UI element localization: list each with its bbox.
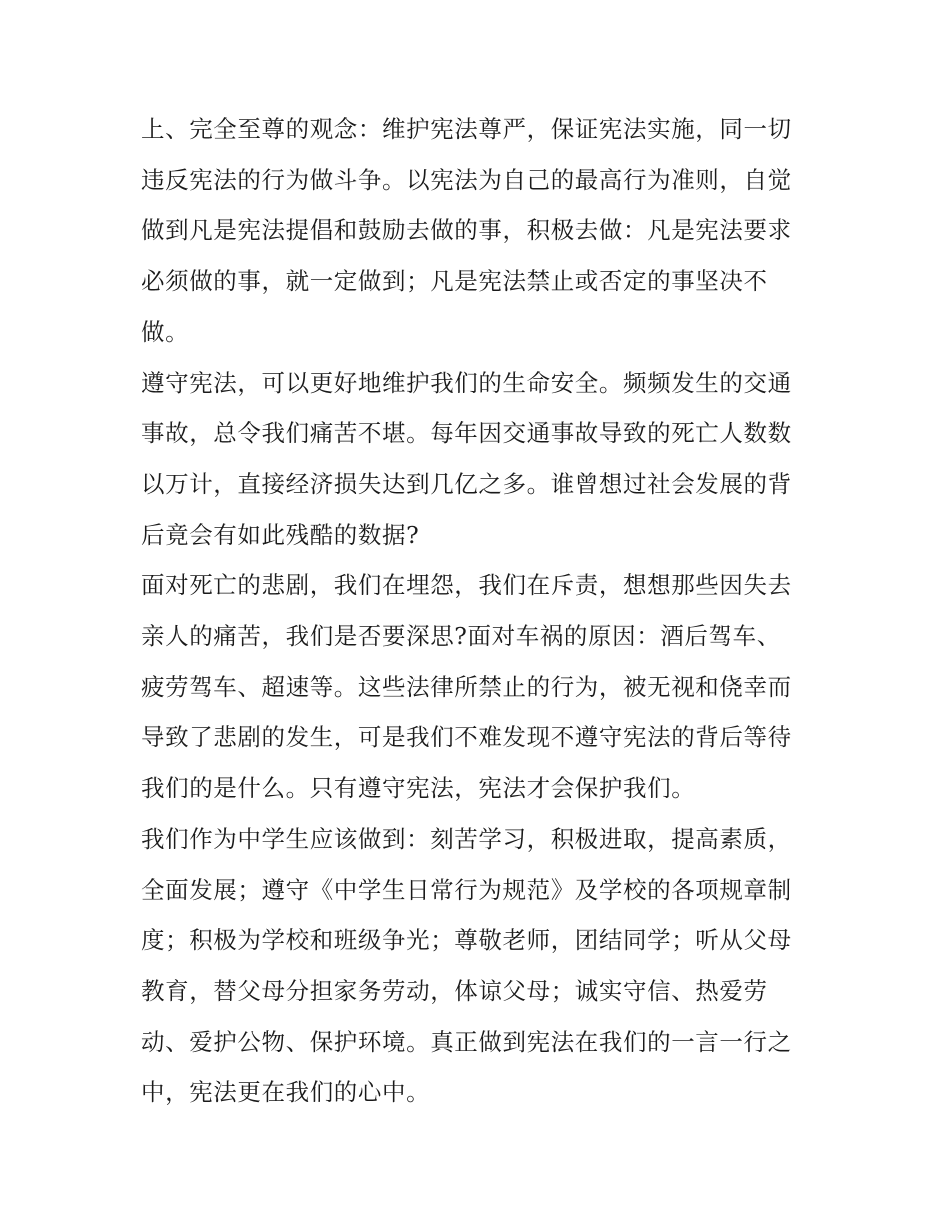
document-body [141, 104, 816, 1118]
text-line: 教育，替父母分担家务劳动，体谅父母；诚实守信、热爱劳 [141, 976, 768, 1005]
paragraph-2 [141, 358, 816, 561]
text-line: 我们作为中学生应该做到：刻苦学习，积极进取，提高素质， [141, 824, 792, 853]
text-line: 面对死亡的悲剧，我们在埋怨，我们在斥责，想想那些因失去 [141, 571, 792, 600]
text-line: 度；积极为学校和班级争光；尊敬老师，团结同学；听从父母 [141, 926, 792, 955]
text-line: 以万计，直接经济损失达到几亿之多。谁曾想过社会发展的背 [141, 469, 792, 498]
text-line: 违反宪法的行为做斗争。以宪法为自己的最高行为准则，自觉 [141, 165, 792, 194]
text-line: 必须做的事，就一定做到；凡是宪法禁止或否定的事坚决不 [141, 267, 768, 296]
text-line: 遵守宪法，可以更好地维护我们的生命安全。频频发生的交通 [141, 368, 792, 397]
text-line: 亲人的痛苦，我们是否要深思?面对车祸的原因：酒后驾车、 [141, 622, 781, 651]
text-line: 做到凡是宪法提倡和鼓励去做的事，积极去做：凡是宪法要求 [141, 216, 792, 245]
text-line: 疲劳驾车、超速等。这些法律所禁止的行为，被无视和侥幸而 [141, 672, 792, 701]
text-line: 后竟会有如此残酷的数据? [141, 520, 420, 549]
paragraph-3 [141, 560, 816, 814]
text-line: 全面发展；遵守《中学生日常行为规范》及学校的各项规章制 [141, 875, 792, 904]
text-line: 事故，总令我们痛苦不堪。每年因交通事故导致的死亡人数数 [141, 419, 792, 448]
paragraph-4 [141, 814, 816, 1118]
text-line: 动、爱护公物、保护环境。真正做到宪法在我们的一言一行之 [141, 1027, 792, 1056]
text-line: 上、完全至尊的观念：维护宪法尊严，保证宪法实施，同一切 [141, 115, 792, 143]
paragraph-1 [141, 104, 816, 358]
text-line: 做。 [141, 317, 190, 346]
text-line: 我们的是什么。只有遵守宪法，宪法才会保护我们。 [141, 774, 696, 803]
text-line: 中，宪法更在我们的心中。 [141, 1078, 431, 1107]
text-line: 导致了悲剧的发生，可是我们不难发现不遵守宪法的背后等待 [141, 723, 792, 752]
